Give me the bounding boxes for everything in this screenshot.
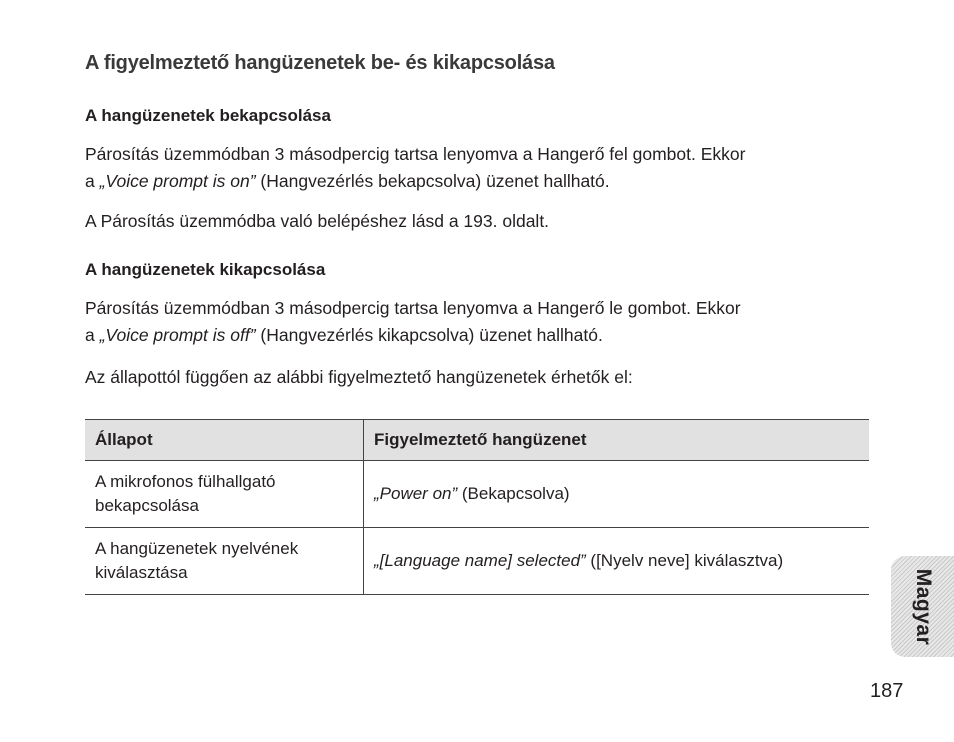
prompt-text: „Power on”: [374, 484, 458, 503]
subheading-on: A hangüzenetek bekapcsolása: [85, 106, 331, 125]
state-line: A mikrofonos fülhallgató: [95, 472, 276, 491]
state-line: bekapcsolása: [95, 496, 199, 515]
table-cell-prompt: [364, 528, 870, 595]
prompt-translation: ([Nyelv neve] kiválasztva): [585, 551, 784, 570]
prompt-translation: (Bekapcsolva): [457, 484, 570, 503]
state-line: A hangüzenetek nyelvének: [95, 539, 299, 558]
table-header-row: [85, 420, 869, 461]
table-header-state: Állapot: [85, 420, 364, 461]
paragraph-on-post: (Hangvezérlés bekapcsolva) üzenet hallható.: [255, 171, 610, 191]
table-row: [85, 528, 869, 595]
subheading-off: A hangüzenetek kikapcsolása: [85, 260, 326, 279]
paragraph-off-instructions: [85, 295, 875, 349]
table-row: [85, 461, 869, 528]
voice-prompt-on-text: „Voice prompt is on”: [99, 171, 256, 191]
paragraph-off-post: (Hangvezérlés kikapcsolva) üzenet hallható.: [255, 325, 603, 345]
table-cell-prompt: [364, 461, 870, 528]
state-line: kiválasztása: [95, 563, 188, 582]
voice-prompt-table: [85, 419, 869, 595]
language-side-tab-label: Magyar: [911, 568, 935, 645]
table-intro: Az állapottól függően az alábbi figyelmeztető hangüzenetek érhetők el:: [85, 367, 633, 387]
paragraph-off-line1: Párosítás üzemmódban 3 másodpercig tartsa lenyomva a Hangerő le gombot. Ekkor: [85, 298, 741, 318]
table-header-prompt: Figyelmeztető hangüzenet: [364, 420, 870, 461]
paragraph-off-pre: a: [85, 325, 100, 345]
section-title: A figyelmeztető hangüzenetek be- és kikapcsolása: [85, 52, 555, 74]
paragraph-pairing-reference: A Párosítás üzemmódba való belépéshez lásd a 193. oldalt.: [85, 211, 550, 231]
prompt-text: „[Language name] selected”: [374, 551, 586, 570]
voice-prompt-off-text: „Voice prompt is off”: [99, 325, 256, 345]
page-number: 187: [870, 680, 904, 702]
paragraph-on-pre: a: [85, 171, 100, 191]
table-cell-state: [85, 461, 364, 528]
paragraph-on-line1: Párosítás üzemmódban 3 másodpercig tartsa lenyomva a Hangerő fel gombot. Ekkor: [85, 144, 746, 164]
table-cell-state: [85, 528, 364, 595]
paragraph-on-instructions: [85, 141, 875, 195]
language-side-tab: [891, 556, 954, 657]
